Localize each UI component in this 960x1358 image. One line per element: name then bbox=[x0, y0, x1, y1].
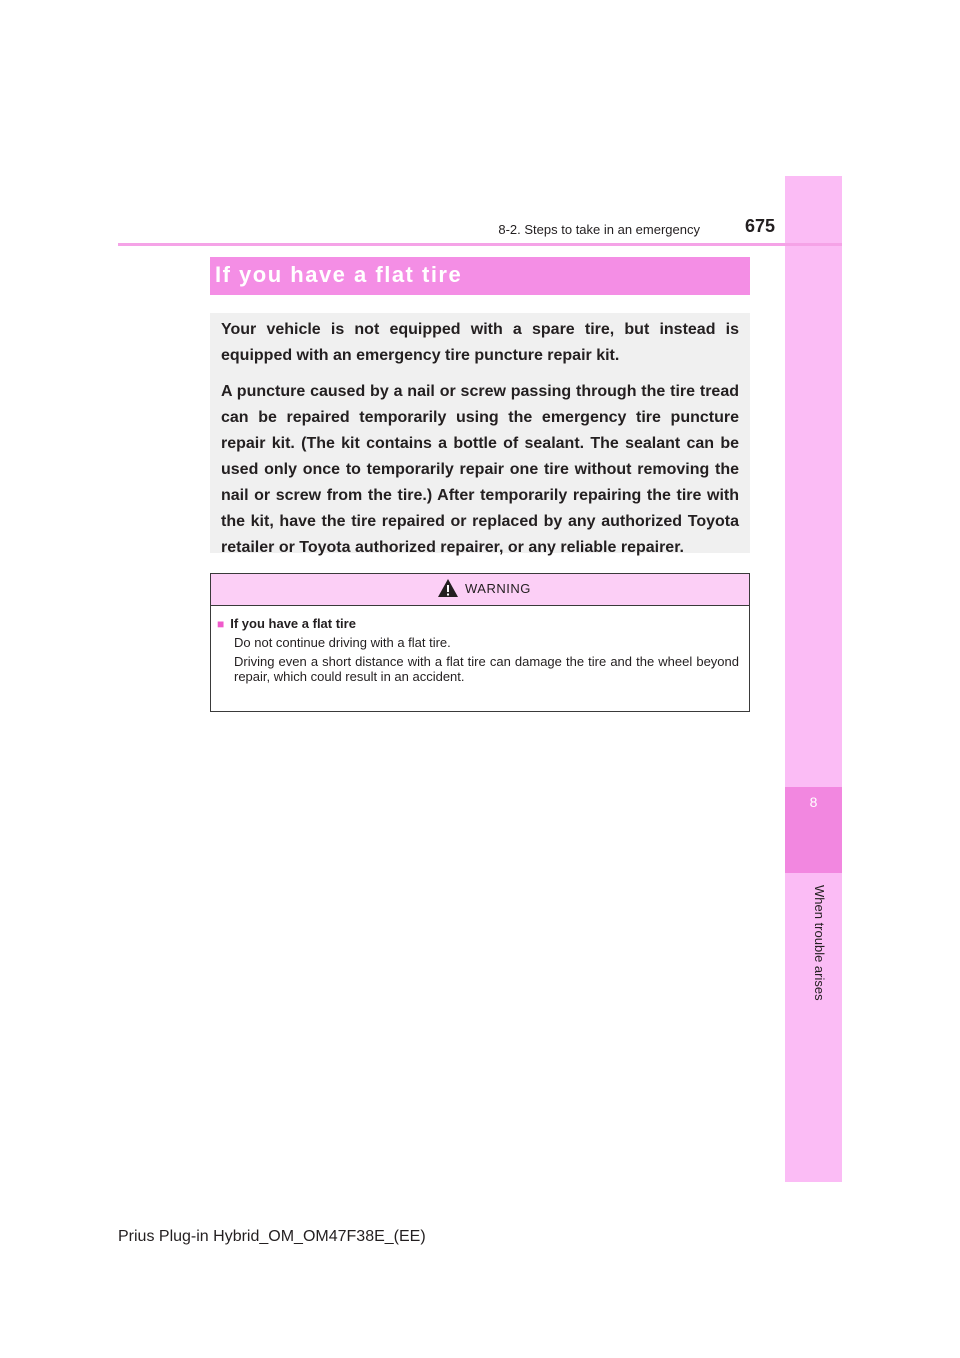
section-title: 8-2. Steps to take in an emergency bbox=[498, 222, 700, 237]
title-bar bbox=[210, 257, 750, 295]
chapter-number: 8 bbox=[809, 794, 818, 810]
page-title: If you have a flat tire bbox=[215, 262, 463, 287]
warning-label: WARNING bbox=[465, 581, 531, 596]
chapter-title: When trouble arises bbox=[812, 885, 827, 1001]
intro-box bbox=[210, 313, 750, 556]
warning-heading-text: If you have a flat tire bbox=[230, 616, 356, 631]
header-divider bbox=[118, 243, 842, 246]
warning-box bbox=[210, 573, 750, 712]
warning-header bbox=[211, 574, 749, 606]
warning-paragraph: Do not continue driving with a flat tire. bbox=[234, 635, 451, 650]
chapter-number-tab bbox=[785, 787, 842, 873]
square-bullet-icon: ■ bbox=[217, 617, 225, 631]
warning-body bbox=[211, 606, 749, 684]
page-number: 675 bbox=[744, 216, 775, 236]
warning-triangle-icon bbox=[437, 578, 459, 598]
side-tab bbox=[785, 176, 842, 1182]
warning-heading bbox=[217, 616, 739, 632]
warning-paragraph: Driving even a short distance with a flat tire can damage the tire and the wheel beyond repair, which could result in an accident. bbox=[234, 654, 739, 684]
intro-paragraph: A puncture caused by a nail or screw passing through the tire tread can be repaired temporarily using the emergency tire puncture repair kit. (The kit contains a bottle of sealant. The sealant can be used only once to temporarily repair one tire without removing the nail or screw from the tire.) After temporarily repairing the tire with the kit, have the tire repaired or replaced by any authorized Toyota retailer or Toyota authorized repairer, or any reliable repairer. bbox=[221, 383, 739, 556]
footer-doc-id: Prius Plug-in Hybrid_OM_OM47F38E_(EE) bbox=[118, 1228, 426, 1245]
intro-paragraph: Your vehicle is not equipped with a spare tire, but instead is equipped with an emergency tire puncture repair kit. bbox=[221, 321, 739, 364]
